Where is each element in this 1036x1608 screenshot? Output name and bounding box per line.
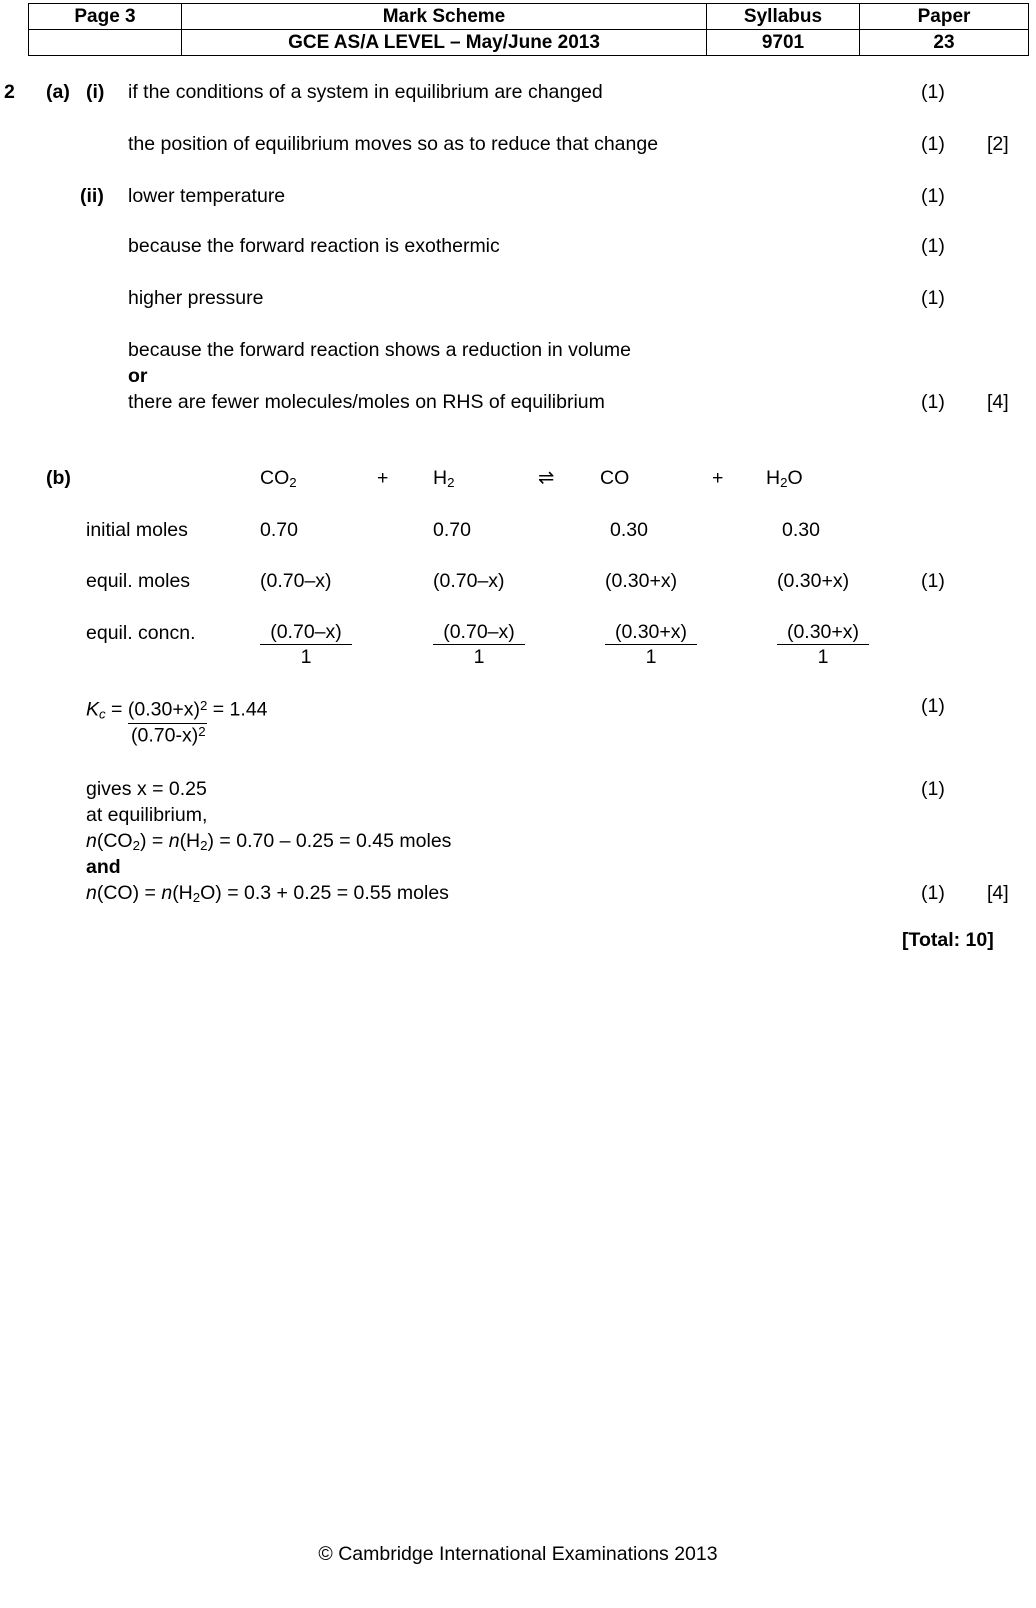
equilibrium-arrow-icon: ⇌ [538,467,555,489]
grand-total: [Total: 10] [902,929,994,951]
header-cell-syllabus-value: 9701 [707,30,860,56]
species-co2-subscript: 2 [289,474,297,490]
initial-moles-h2o: 0.30 [782,519,820,541]
species-h2o [766,466,803,495]
initial-moles-co: 0.30 [610,519,648,541]
initial-moles-co2: 0.70 [260,519,298,541]
solution-co2-open: (CO [96,830,133,852]
mark-a-ii-4: (1) [921,391,945,413]
header-cell-mark-scheme: Mark Scheme [182,4,707,30]
row-label-initial-moles: initial moles [86,519,188,541]
kc-equals: = [105,698,128,721]
equil-concn-co-numerator: (0.30+x) [605,621,697,645]
mark-a-i-1: (1) [921,81,945,103]
page-footer-copyright: © Cambridge International Examinations 2013 [318,1543,718,1565]
equil-concn-co2-numerator: (0.70–x) [260,621,352,645]
solution-line-co-h2o [86,881,449,910]
species-h2o-h: H [766,467,781,489]
solution-h2o-sub: 2 [192,889,201,905]
question-number: 2 [4,81,15,103]
mark-a-ii-3: (1) [921,287,945,309]
mark-a-ii-2: (1) [921,235,945,257]
kc-denominator-power: 2 [198,724,206,739]
initial-moles-h2: 0.70 [433,519,471,541]
total-a-ii: [4] [987,391,1009,413]
kc-subscript: c [99,706,106,722]
answer-line-a-ii-2: because the forward reaction is exothermic [128,235,500,257]
answer-line-a-ii-3: higher pressure [128,287,264,309]
solution-h2-sub: 2 [200,837,208,853]
connector-and: and [86,856,121,878]
species-h2-subscript: 2 [447,474,455,490]
equil-concn-co2-fraction [260,621,352,668]
subpart-label-ii: (ii) [80,185,104,207]
answer-line-a-ii-1: lower temperature [128,185,286,207]
mark-b-x: (1) [921,778,945,800]
equil-concn-h2o-fraction [777,621,869,668]
total-a-i: [2] [987,133,1009,155]
equil-concn-h2o-denominator: 1 [817,646,829,668]
species-h2o-subscript: 2 [780,474,788,490]
part-label-b: (b) [46,467,71,489]
equation-plus-1: + [377,467,389,489]
kc-denominator: (0.70-x) [131,724,199,747]
solution-co2-sub: 2 [132,837,140,853]
equil-concn-co-fraction [605,621,697,668]
species-co: CO [600,467,630,489]
subpart-label-i: (i) [86,81,105,103]
connector-or: or [128,365,148,387]
equil-concn-h2-fraction [433,621,525,668]
header-cell-exam-value: GCE AS/A LEVEL – May/June 2013 [182,30,707,56]
equil-concn-co2-denominator: 1 [300,646,312,668]
part-label-a: (a) [46,81,70,103]
kc-denominator-group [131,720,206,748]
equil-concn-h2-denominator: 1 [473,646,485,668]
species-co2 [260,466,297,495]
equil-concn-h2o-numerator: (0.30+x) [777,621,869,645]
mark-a-i-2: (1) [921,133,945,155]
mark-b-equil-moles: (1) [921,570,945,592]
header-cell-paper-value: 23 [860,30,1029,56]
header-cell-paper: Paper [860,4,1029,30]
species-co2-text: CO [260,467,290,489]
equil-concn-h2-numerator: (0.70–x) [433,621,525,645]
equil-moles-h2o: (0.30+x) [777,570,850,592]
row-label-equil-moles: equil. moles [86,570,191,592]
solution-line-at-equilibrium: at equilibrium, [86,804,208,826]
equil-moles-co: (0.30+x) [605,570,678,592]
row-label-equil-concn: equil. concn. [86,622,196,644]
solution-h2-open: (H [179,830,201,852]
answer-line-a-ii-4: because the forward reaction shows a reduction in volume [128,339,631,361]
solution-co-open: (CO) = [96,882,162,904]
n-symbol-3: n [86,882,97,904]
answer-line-a-i-1: if the conditions of a system in equilibrium are changed [128,81,603,103]
solution-h2o-rest: O) = 0.3 + 0.25 = 0.55 moles [200,882,449,904]
mark-a-ii-1: (1) [921,185,945,207]
mark-b-final: (1) [921,882,945,904]
solution-line-co2-h2 [86,829,451,858]
solution-h2-rest: ) = 0.70 – 0.25 = 0.45 moles [207,830,452,852]
equil-moles-h2: (0.70–x) [433,570,505,592]
kc-numerator: (0.30+x) [127,698,200,721]
header-cell-syllabus: Syllabus [707,4,860,30]
kc-symbol: K [86,698,100,721]
mark-b-kc: (1) [921,695,945,717]
solution-line-x: gives x = 0.25 [86,778,207,800]
species-h2 [433,466,454,495]
answer-line-a-i-2: the position of equilibrium moves so as to reduce that change [128,133,659,155]
total-b: [4] [987,882,1009,904]
equil-moles-co2: (0.70–x) [260,570,332,592]
species-h2o-o: O [787,467,803,489]
n-symbol-2: n [168,830,180,852]
answer-line-a-ii-5: there are fewer molecules/moles on RHS of equilibrium [128,391,605,413]
equation-plus-2: + [712,467,724,489]
equil-concn-co-denominator: 1 [645,646,657,668]
solution-co2-close: ) = [139,830,169,852]
header-cell-page: Page 3 [29,4,182,30]
species-h2-text: H [433,467,448,489]
n-symbol-4: n [161,882,173,904]
n-symbol-1: n [86,830,97,852]
solution-h2o-open: (H [172,882,193,904]
kc-numerator-power: 2 [199,698,208,713]
kc-result: = 1.44 [207,698,268,721]
